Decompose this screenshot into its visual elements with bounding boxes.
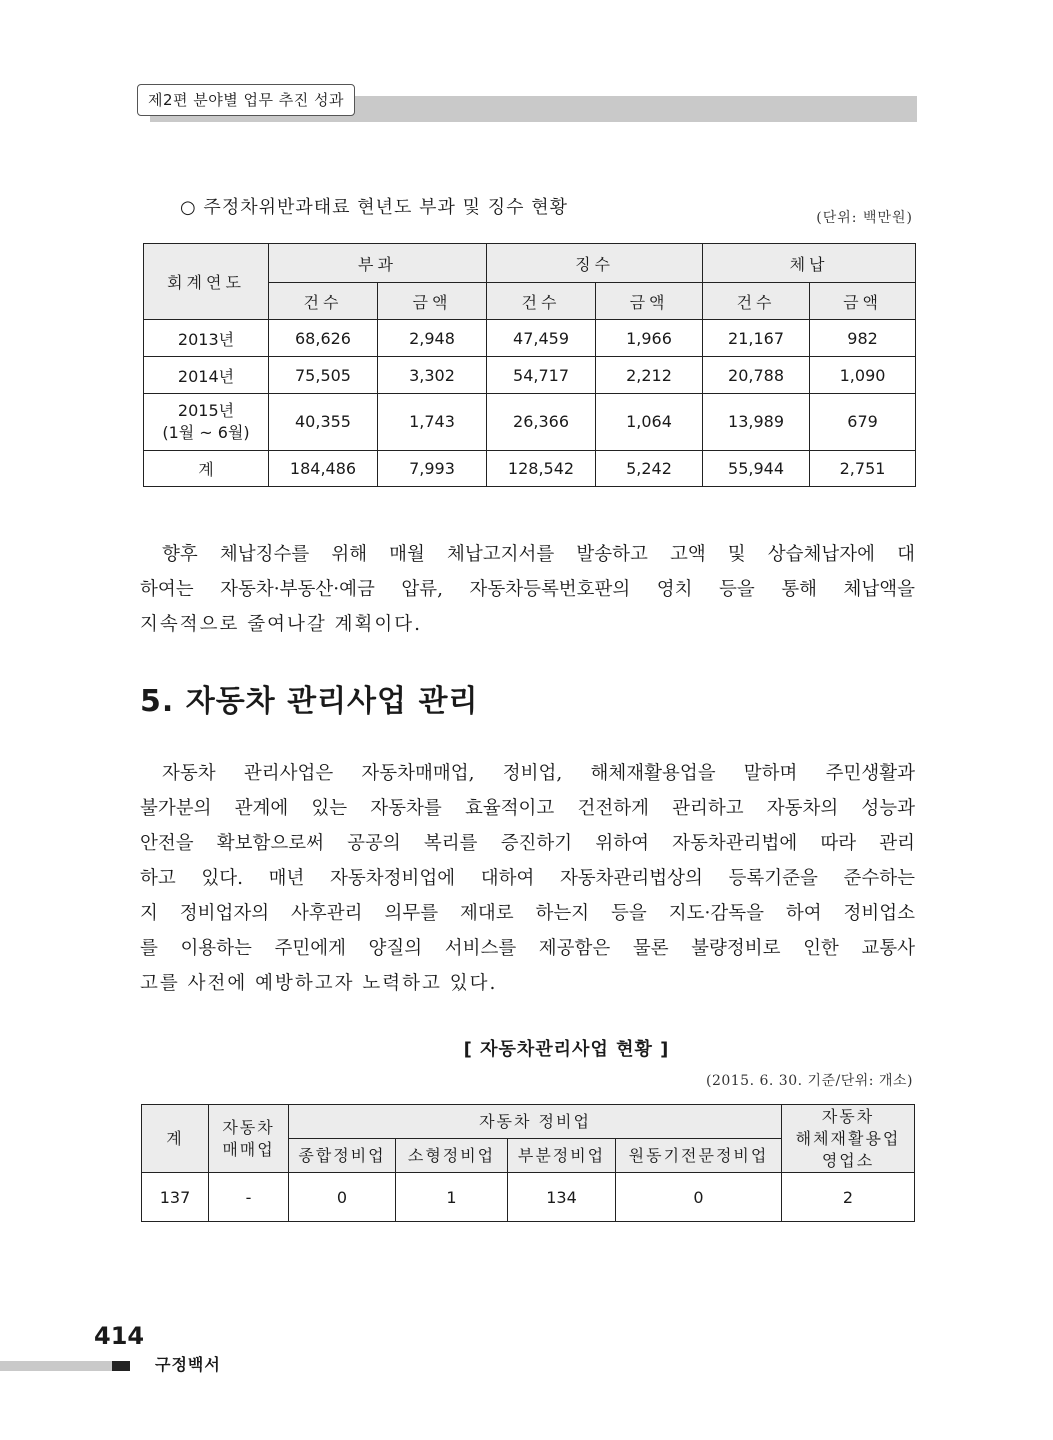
- cell: 1,064: [596, 394, 703, 451]
- text-line: 하여는 자동차·부동산·예금 압류, 자동차등록번호판의 영치 등을 통해 체납액을: [140, 579, 915, 600]
- recycle-header-line: 자동차: [821, 1106, 875, 1126]
- cell: 75,505: [269, 357, 378, 394]
- cell: 47,459: [487, 320, 596, 357]
- recycle-header-line: 해체재활용업: [795, 1128, 901, 1148]
- cell: 982: [810, 320, 916, 357]
- cell: 1: [396, 1173, 508, 1222]
- cell: 5,242: [596, 451, 703, 487]
- sub-header: 금액: [810, 283, 916, 320]
- cell: 54,717: [487, 357, 596, 394]
- cell: 1,090: [810, 357, 916, 394]
- text-line: 고를 사전에 예방하고자 노력하고 있다.: [140, 973, 498, 994]
- page-number: 414: [94, 1322, 145, 1350]
- paragraph-management: [140, 756, 915, 1001]
- cell: 2,948: [378, 320, 487, 357]
- footer-bar: [0, 1361, 112, 1371]
- text-line: 를 이용하는 주민에게 양질의 서비스를 제공함은 물론 불량정비로 인한 교통사: [140, 938, 915, 959]
- cell: 21,167: [703, 320, 810, 357]
- book-title: 구정백서: [155, 1355, 221, 1374]
- sales-header: [209, 1105, 289, 1173]
- text-line: 안전을 확보함으로써 공공의 복리를 증진하기 위하여 자동차관리법에 따라 관리: [140, 833, 915, 854]
- row-year: [144, 394, 269, 451]
- paragraph-arrears: [140, 537, 915, 642]
- text-line: 자동차 관리사업은 자동차매매업, 정비업, 해체재활용업을 말하며 주민생활과: [162, 763, 915, 784]
- table-row: [144, 357, 916, 394]
- text-line: 향후 체납징수를 위해 매월 체납고지서를 발송하고 고액 및 상습체납자에 대: [162, 544, 915, 565]
- cell: 679: [810, 394, 916, 451]
- table2-unit: (2015. 6. 30. 기준/단위: 개소): [705, 1073, 913, 1089]
- cell: 0: [616, 1173, 782, 1222]
- cell: 68,626: [269, 320, 378, 357]
- row-year: 2014년: [144, 357, 269, 394]
- table-row: [144, 394, 916, 451]
- year-header: 회계연도: [144, 244, 269, 320]
- sub-header: 금액: [378, 283, 487, 320]
- table1-unit: (단위: 백만원): [816, 210, 913, 226]
- row-year: 2013년: [144, 320, 269, 357]
- cell: 7,993: [378, 451, 487, 487]
- repair-header: 자동차 정비업: [289, 1105, 782, 1139]
- cell: 20,788: [703, 357, 810, 394]
- fine-collection-table: [143, 243, 916, 487]
- group-header: 부과: [269, 244, 487, 283]
- recycle-header: [782, 1105, 915, 1173]
- table2-title-text: [ 자동차관리사업 현황 ]: [463, 1039, 670, 1060]
- cell: 55,944: [703, 451, 810, 487]
- cell: 137: [142, 1173, 209, 1222]
- text-line: 불가분의 관계에 있는 자동차를 효율적이고 건전하게 관리하고 자동차의 성능과: [140, 798, 915, 819]
- section-title: 5. 자동차 관리사업 관리: [140, 684, 479, 719]
- chapter-label: 제2편 분야별 업무 추진 성과: [137, 84, 355, 116]
- row-year-period: (1월 ~ 6월): [162, 423, 250, 442]
- cell: 2,751: [810, 451, 916, 487]
- cell: 2,212: [596, 357, 703, 394]
- group-header: 징수: [487, 244, 703, 283]
- cell: -: [209, 1173, 289, 1222]
- repair-sub-header: 원동기전문정비업: [616, 1139, 782, 1173]
- text-line: 지속적으로 줄여나갈 계획이다.: [140, 614, 422, 635]
- cell: 128,542: [487, 451, 596, 487]
- row-year: 계: [144, 451, 269, 487]
- sub-header: 금액: [596, 283, 703, 320]
- repair-sub-header: 종합정비업: [289, 1139, 396, 1173]
- cell: 134: [508, 1173, 616, 1222]
- group-header: 체납: [703, 244, 916, 283]
- footer-marker: [112, 1361, 130, 1371]
- text-line: 지 정비업자의 사후관리 의무를 제대로 하는지 등을 지도·감독을 하여 정비업소: [140, 903, 915, 924]
- sales-header-line: 자동차: [222, 1117, 275, 1137]
- repair-sub-header: 소형정비업: [396, 1139, 508, 1173]
- text-line: 하고 있다. 매년 자동차정비업에 대하여 자동차관리법상의 등록기준을 준수하는: [140, 868, 915, 889]
- cell: 26,366: [487, 394, 596, 451]
- sales-header-line: 매매업: [222, 1139, 275, 1159]
- cell: 1,743: [378, 394, 487, 451]
- recycle-header-line: 영업소: [821, 1150, 875, 1170]
- cell: 3,302: [378, 357, 487, 394]
- cell: 0: [289, 1173, 396, 1222]
- table1-caption: ○ 주정차위반과태료 현년도 부과 및 징수 현황: [180, 197, 569, 218]
- total-row: [144, 451, 916, 487]
- total-header: 계: [142, 1105, 209, 1173]
- cell: 40,355: [269, 394, 378, 451]
- cell: 184,486: [269, 451, 378, 487]
- sub-header: 건수: [269, 283, 378, 320]
- cell: 2: [782, 1173, 915, 1222]
- sub-header: 건수: [703, 283, 810, 320]
- table2-title: [0, 1035, 1053, 1061]
- table-row: [142, 1173, 915, 1222]
- repair-sub-header: 부분정비업: [508, 1139, 616, 1173]
- table-row: [144, 320, 916, 357]
- row-year-label: 2015년: [177, 401, 235, 420]
- vehicle-business-table: [141, 1104, 915, 1222]
- sub-header: 건수: [487, 283, 596, 320]
- cell: 1,966: [596, 320, 703, 357]
- cell: 13,989: [703, 394, 810, 451]
